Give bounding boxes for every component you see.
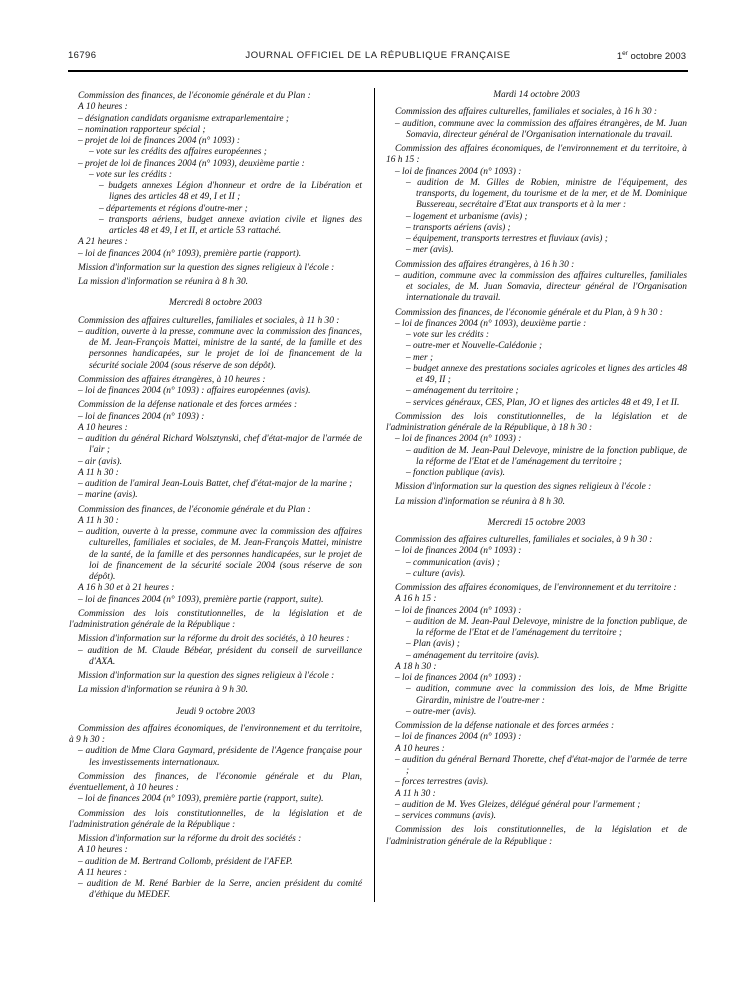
list-item: – audition, ouverte à la presse, commune avec la commission des affaires culturelles, familiales et sociales, de M. Jean-François Mattei, ministre de la santé, de la famille et des personnes handicapées, sur le projet de loi de financement de la sécurité sociale 2004 (sous réserve de son dépôt). — [78, 527, 362, 582]
list-item: – loi de finances 2004 (n° 1093) : — [395, 546, 522, 557]
list-item: – audition de l'amiral Jean-Louis Battet, chef d'état-major de la marine ; — [78, 479, 353, 489]
left-column — [69, 88, 374, 902]
list-item: – loi de finances 2004 (n° 1093) : — [395, 732, 522, 743]
date-heading: Mercredi 8 octobre 2003 — [169, 298, 262, 309]
paragraph: Commission des lois constitutionnelles, de la législation et de l'administration générale de la République : — [386, 825, 687, 847]
list-item: – budgets annexes Légion d'honneur et ordre de la Libération et lignes des articles 48 et 49, I et II ; — [99, 181, 362, 203]
list-item: – audition, commune avec la commission des lois, de Mme Brigitte Girardin, ministre de l'outre-mer : — [406, 684, 687, 706]
header-rule — [68, 70, 688, 72]
list-item: – loi de finances 2004 (n° 1093) : — [395, 605, 522, 616]
list-item: – vote sur les crédits : — [89, 169, 173, 180]
paragraph: Commission des affaires culturelles, familiales et sociales, à 9 h 30 : — [395, 535, 653, 545]
list-item: – aménagement du territoire ; — [406, 386, 519, 397]
paragraph: La mission d'information se réunira à 8 h 30. — [78, 277, 248, 287]
list-item: – forces terrestres (avis). — [395, 777, 489, 788]
list-item: – loi de finances 2004 (n° 1093), première partie (rapport, suite). — [78, 794, 324, 805]
list-item: – audition de M. Yves Gleizes, délégué général pour l'armement ; — [395, 799, 641, 810]
paragraph: Commission des affaires étrangères, à 16 h 30 : — [395, 259, 575, 270]
two-column-body — [69, 88, 687, 902]
paragraph: Commission des lois constitutionnelles, de la législation et de l'administration générale de la République, à 18 h 30 : — [386, 411, 687, 433]
paragraph: Commission des affaires économiques, de l'environnement et du territoire, à 9 h 30 : — [69, 723, 362, 745]
time-line: A 10 heures : — [78, 102, 128, 113]
time-line: A 11 h 30 : — [395, 788, 436, 799]
list-item: – aménagement du territoire (avis). — [406, 650, 540, 661]
list-item: – audition, ouverte à la presse, commune avec la commission des finances, de M. Jean-François Mattei, ministre de la santé, de la famille et des personnes handicapées, sur le projet de loi de financement de la sécurité sociale 2004 (sous réserve de son dépôt). — [78, 326, 362, 371]
list-item: – communication (avis) ; — [406, 557, 500, 568]
paragraph: Commission des lois constitutionnelles, de la législation et de l'administration générale de la République : — [69, 608, 362, 630]
time-line: A 18 h 30 : — [395, 661, 437, 672]
list-item: – services généraux, CES, Plan, JO et lignes des articles 48 et 49, I et II. — [406, 397, 680, 408]
right-column — [374, 88, 687, 902]
time-line: A 16 h 30 et à 21 heures : — [78, 583, 175, 594]
paragraph: Commission des finances, de l'économie générale et du Plan, à 9 h 30 : — [395, 307, 663, 318]
list-item: – audition de M. René Barbier de la Serre, ancien président du comité d'éthique du MEDEF. — [78, 879, 362, 901]
list-item: – équipement, transports terrestres et fluviaux (avis) ; — [406, 234, 608, 244]
list-item: – loi de finances 2004 (n° 1093) : — [78, 411, 205, 422]
paragraph: Commission des lois constitutionnelles, de la législation et de l'administration générale de la République : — [69, 808, 362, 830]
paragraph: Commission des affaires économiques, de l'environnement et du territoire, à 16 h 15 : — [386, 144, 687, 166]
time-line: A 10 heures : — [78, 845, 128, 856]
time-line: A 11 h 30 : — [78, 467, 119, 478]
list-item: – audition de M. Bertrand Collomb, président de l'AFEP. — [78, 856, 293, 867]
journal-title: JOURNAL OFFICIEL DE LA RÉPUBLIQUE FRANÇAISE — [245, 50, 511, 61]
date-heading: Mardi 14 octobre 2003 — [493, 90, 580, 100]
list-item: – audition de M. Gilles de Robien, ministre de l'équipement, des transports, du logement, du tourisme et de la mer, et de M. Dominique Bussereau, secrétaire d'Etat aux transports et à la mer : — [406, 177, 687, 211]
list-item: – désignation candidats organisme extraparlementaire ; — [78, 113, 289, 124]
time-line: A 10 heures : — [78, 422, 128, 433]
issue-date — [617, 50, 686, 62]
time-line: A 11 heures : — [78, 867, 128, 878]
list-item: – audition de Mme Clara Gaymard, présidente de l'Agence française pour les investissements internationaux. — [78, 746, 362, 768]
paragraph: Commission des affaires culturelles, familiales et sociales, à 16 h 30 : — [395, 107, 658, 118]
paragraph: Mission d'information sur la question des signes religieux à l'école : — [78, 262, 335, 273]
list-item: – audition, commune avec la commission des affaires culturelles, familiales et sociales, de M. Juan Somavia, directeur général de l'Organisation internationale du travail. — [395, 270, 687, 304]
list-item: – audition du général Bernard Thorette, chef d'état-major de l'armée de terre ; — [395, 754, 687, 776]
list-item: – audition de M. Jean-Paul Delevoye, ministre de la fonction publique, de la réforme de l'Etat et de l'aménagement du territoire ; — [406, 445, 687, 467]
list-item: – marine (avis). — [78, 490, 138, 501]
list-item: – air (avis). — [78, 456, 123, 467]
paragraph: Commission des finances, de l'économie générale et du Plan : — [78, 504, 311, 515]
paragraph: La mission d'information se réunira à 9 h 30. — [78, 685, 248, 696]
list-item: – audition, commune avec la commission des affaires étrangères, de M. Juan Somavia, directeur général de l'Organisation internationale du travail. — [395, 118, 687, 140]
list-item: – loi de finances 2004 (n° 1093) : — [395, 434, 522, 445]
paragraph: Mission d'information sur la question des signes religieux à l'école : — [78, 671, 335, 681]
list-item: – mer ; — [406, 352, 434, 363]
list-item: – transports aériens, budget annexe aviation civile et lignes des articles 48 et 49, I et II, et article 53 rattaché. — [99, 214, 362, 236]
list-item: – loi de finances 2004 (n° 1093) : — [395, 166, 522, 177]
list-item: – loi de finances 2004 (n° 1093) : affaires européennes (avis). — [78, 386, 311, 396]
page-number: 16796 — [68, 50, 97, 61]
list-item: – outre-mer et Nouvelle-Calédonie ; — [406, 341, 543, 352]
list-item: – mer (avis). — [406, 245, 454, 256]
list-item: – services communs (avis). — [395, 811, 497, 821]
list-item: – Plan (avis) ; — [406, 639, 460, 650]
paragraph: Commission des affaires étrangères, à 10 heures : — [78, 374, 266, 385]
list-item: – projet de loi de finances 2004 (n° 1093) : — [78, 136, 240, 146]
time-line: A 21 heures : — [78, 237, 128, 248]
list-item: – culture (avis). — [406, 568, 466, 579]
list-item: – départements et régions d'outre-mer ; — [99, 203, 248, 214]
issue-date-ordinal: er — [622, 50, 628, 57]
list-item: – loi de finances 2004 (n° 1093) : — [395, 673, 522, 683]
paragraph: Commission des finances, de l'économie générale et du Plan, éventuellement, à 10 heures : — [69, 771, 362, 793]
paragraph: Commission des finances, de l'économie générale et du Plan : — [78, 91, 311, 101]
list-item: – audition du général Richard Wolsztynski, chef d'état-major de l'armée de l'air ; — [78, 434, 362, 456]
list-item: – loi de finances 2004 (n° 1093), première partie (rapport). — [78, 248, 302, 259]
running-head — [68, 48, 688, 64]
list-item: – vote sur les crédits des affaires européennes ; — [89, 147, 267, 158]
list-item: – audition de M. Jean-Paul Delevoye, ministre de la fonction publique, de la réforme de l'Etat et de l'aménagement du territoire ; — [406, 616, 687, 638]
time-line: A 10 heures : — [395, 743, 445, 754]
list-item: – loi de finances 2004 (n° 1093), deuxième partie : — [395, 318, 587, 329]
date-heading: Mercredi 15 octobre 2003 — [487, 517, 586, 528]
time-line: A 11 h 30 : — [78, 515, 119, 526]
date-heading: Jeudi 9 octobre 2003 — [175, 706, 256, 717]
list-item: – vote sur les crédits : — [406, 330, 490, 340]
list-item: – budget annexe des prestations sociales agricoles et lignes des articles 48 et 49, II ; — [406, 363, 687, 385]
list-item: – audition de M. Claude Bébéar, président du conseil de surveillance d'AXA. — [78, 645, 362, 667]
paragraph: La mission d'information se réunira à 8 h 30. — [395, 496, 565, 507]
issue-date-day: 1 — [616, 51, 623, 63]
paragraph: Commission des affaires culturelles, familiales et sociales, à 11 h 30 : — [78, 315, 340, 326]
list-item: – transports aériens (avis) ; — [406, 222, 511, 233]
list-item: – nomination rapporteur spécial ; — [78, 124, 206, 135]
paragraph: Mission d'information sur la réforme du droit des sociétés, à 10 heures : — [78, 634, 350, 645]
time-line: A 16 h 15 : — [395, 594, 437, 605]
list-item: – projet de loi de finances 2004 (n° 1093), deuxième partie : — [78, 158, 305, 169]
list-item: – outre-mer (avis). — [406, 706, 477, 717]
list-item: – fonction publique (avis). — [406, 468, 505, 478]
paragraph: Commission de la défense nationale et des forces armées : — [395, 721, 615, 731]
list-item: – loi de finances 2004 (n° 1093), première partie (rapport, suite). — [78, 594, 324, 605]
paragraph: Mission d'information sur la réforme du droit des sociétés : — [78, 834, 302, 844]
paragraph: Commission des affaires économiques, de l'environnement et du territoire : — [395, 583, 677, 593]
list-item: – logement et urbanisme (avis) ; — [406, 211, 528, 222]
paragraph: Commission de la défense nationale et des forces armées : — [78, 400, 298, 411]
issue-date-month-year: octobre 2003 — [627, 51, 686, 63]
paragraph: Mission d'information sur la question des signes religieux à l'école : — [395, 482, 652, 493]
